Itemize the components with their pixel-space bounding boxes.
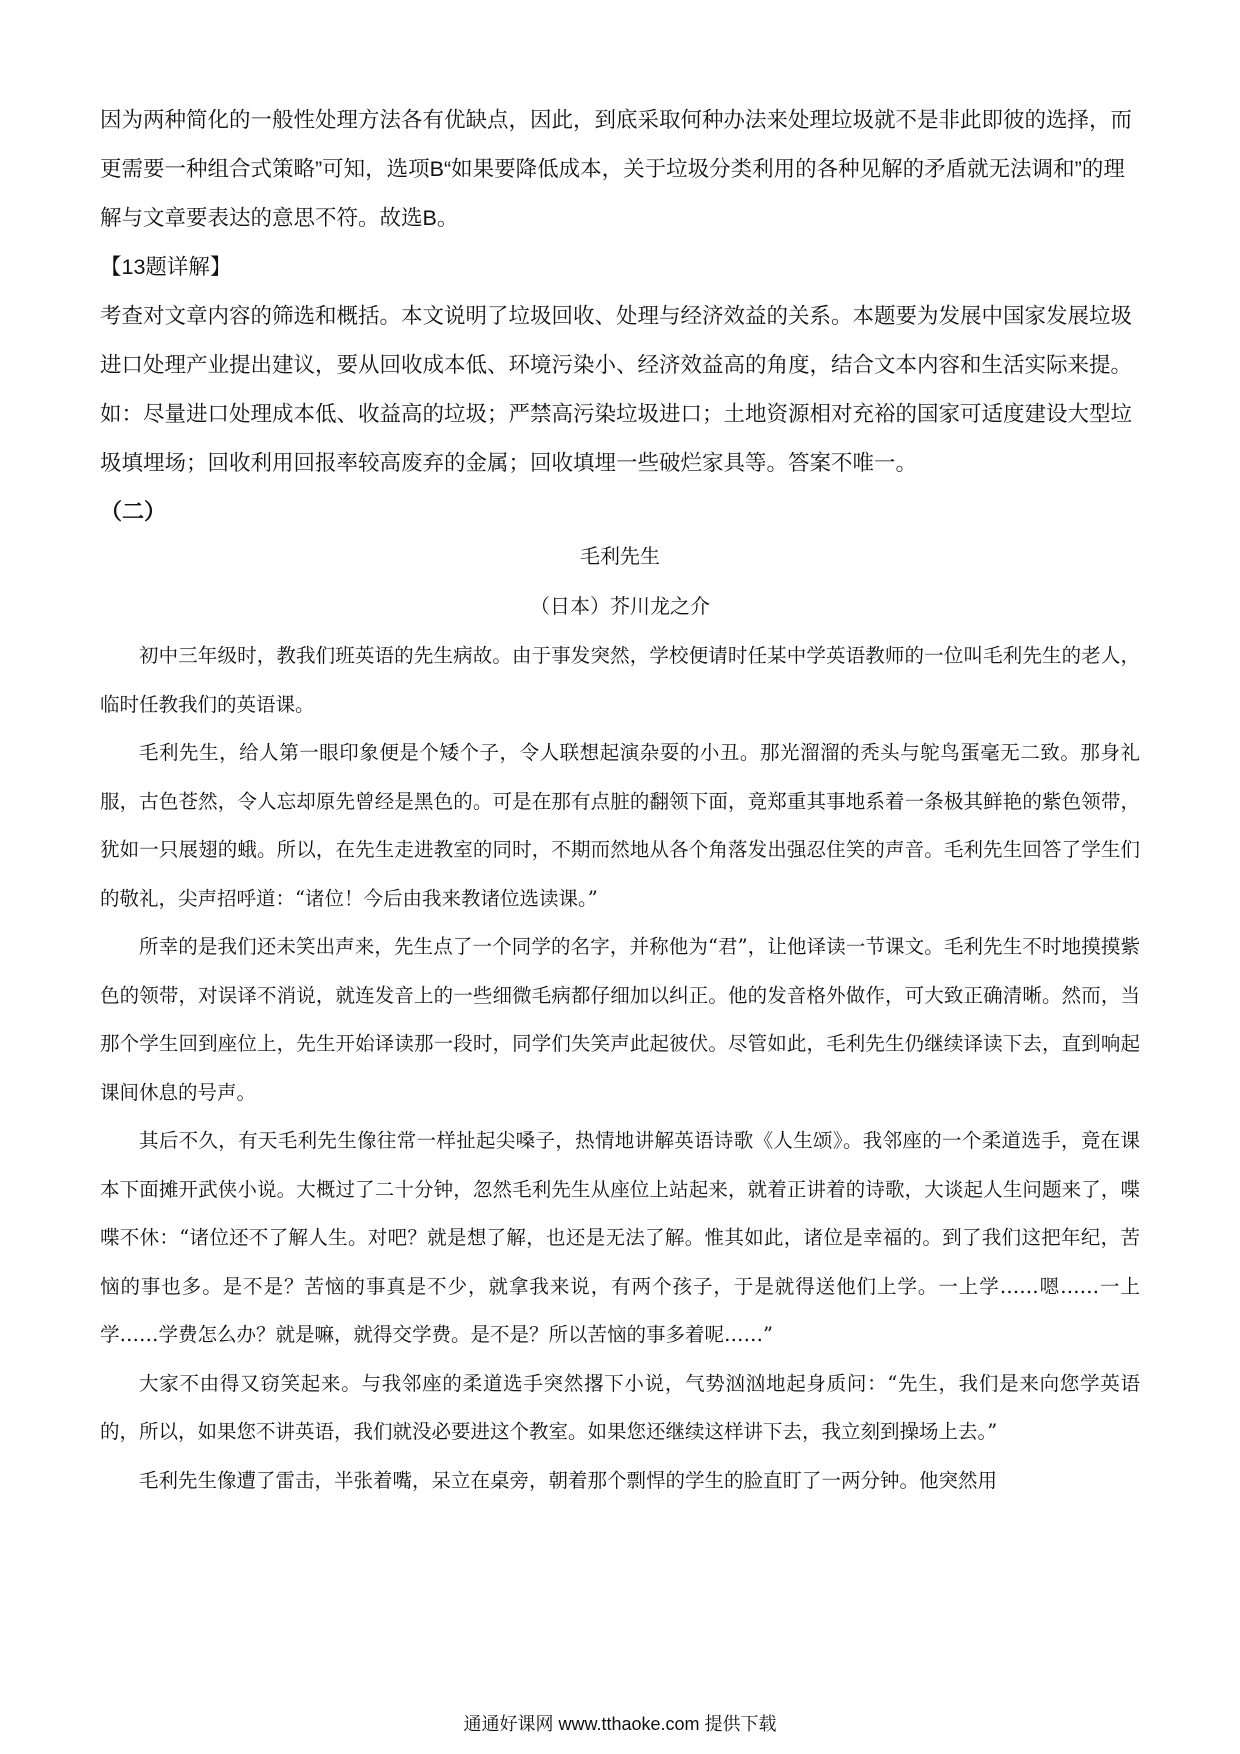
question-13-heading: 【13题详解】 (100, 255, 232, 279)
story-paragraph: 所幸的是我们还未笑出声来，先生点了一个同学的名字，并称他为“君”，让他译读一节课文。毛利先生不时地摸摸紫色的领带，对误译不消说，就连发音上的一些细微毛病都仔细加以纠正。他的发音格外做作，可大致正确清晰。然而，当那个学生回到座位上，先生开始译读那一段时，同学们失笑声此起彼伏。尽管如此，毛利先生仍继续译读下去，直到响起课间休息的号声。 (100, 935, 1140, 1104)
story-title: 毛利先生 (580, 544, 660, 568)
story-paragraph: 大家不由得又窃笑起来。与我邻座的柔道选手突然撂下小说，气势汹汹地起身质问：“先生，我们是来向您学英语的，所以，如果您不讲英语，我们就没必要进这个教室。如果您还继续这样讲下去，我立刻到操场上去。” (100, 1371, 1140, 1443)
story-paragraph: 毛利先生像遭了雷击，半张着嘴，呆立在桌旁，朝着那个剽悍的学生的脸直盯了一两分钟。他突然用 (139, 1468, 998, 1492)
answer-explanation (100, 96, 1140, 488)
explanation-paragraph-13: 考查对文章内容的筛选和概括。本文说明了垃圾回收、处理与经济效益的关系。本题要为发展中国家发展垃圾进口处理产业提出建议，要从回收成本低、环境污染小、经济效益高的角度，结合文本内容和生活实际来提。如：尽量进口处理成本低、收益高的垃圾；严禁高污染垃圾进口；土地资源相对充裕的国家可适度建设大型垃圾填埋场；回收利用回报率较高废弃的金属；回收填埋一些破烂家具等。答案不唯一。 (100, 304, 1133, 475)
story-paragraph: 毛利先生，给人第一眼印象便是个矮个子，令人联想起演杂耍的小丑。那光溜溜的秃头与鸵鸟蛋毫无二致。那身礼服，古色苍然，令人忘却原先曾经是黑色的。可是在那有点脏的翻领下面，竟郑重其事地系着一条极其鲜艳的紫色领带，犹如一只展翅的蛾。所以，在先生走进教室的同时，不期而然地从各个角落发出强忍住笑的声音。毛利先生回答了学生们的敬礼，尖声招呼道：“诸位！今后由我来教诸位选读课。” (100, 741, 1140, 910)
story-paragraph: 其后不久，有天毛利先生像往常一样扯起尖嗓子，热情地讲解英语诗歌《人生颂》。我邻座的一个柔道选手，竟在课本下面摊开武侠小说。大概过了二十分钟，忽然毛利先生从座位上站起来，就着正讲着的诗歌，大谈起人生问题来了，喋喋不休：“诸位还不了解人生。对吧？就是想了解，也还是无法了解。惟其如此，诸位是幸福的。到了我们这把年纪，苦恼的事也多。是不是？苦恼的事真是不少，就拿我来说，有两个孩子，于是就得送他们上学。一上学……嗯……一上学……学费怎么办？就是嘛，就得交学费。是不是？所以苦恼的事多着呢……” (100, 1129, 1140, 1346)
page-footer: 通通好课网 www.tthaoke.com 提供下载 (463, 1714, 777, 1734)
story-body (100, 632, 1140, 1505)
explanation-paragraph-12: 因为两种简化的一般性处理方法各有优缺点，因此，到底采取何种办法来处理垃圾就不是非此即彼的选择，而更需要一种组合式策略”可知，选项B“如果要降低成本，关于垃圾分类利用的各种见解的矛盾就无法调和”的理解与文章要表达的意思不符。故选B。 (100, 108, 1133, 230)
story-paragraph: 初中三年级时，教我们班英语的先生病故。由于事发突然，学校便请时任某中学英语教师的一位叫毛利先生的老人，临时任教我们的英语课。 (100, 644, 1140, 716)
story-author: （日本）芥川龙之介 (530, 594, 710, 618)
section-label: （二） (100, 499, 167, 524)
